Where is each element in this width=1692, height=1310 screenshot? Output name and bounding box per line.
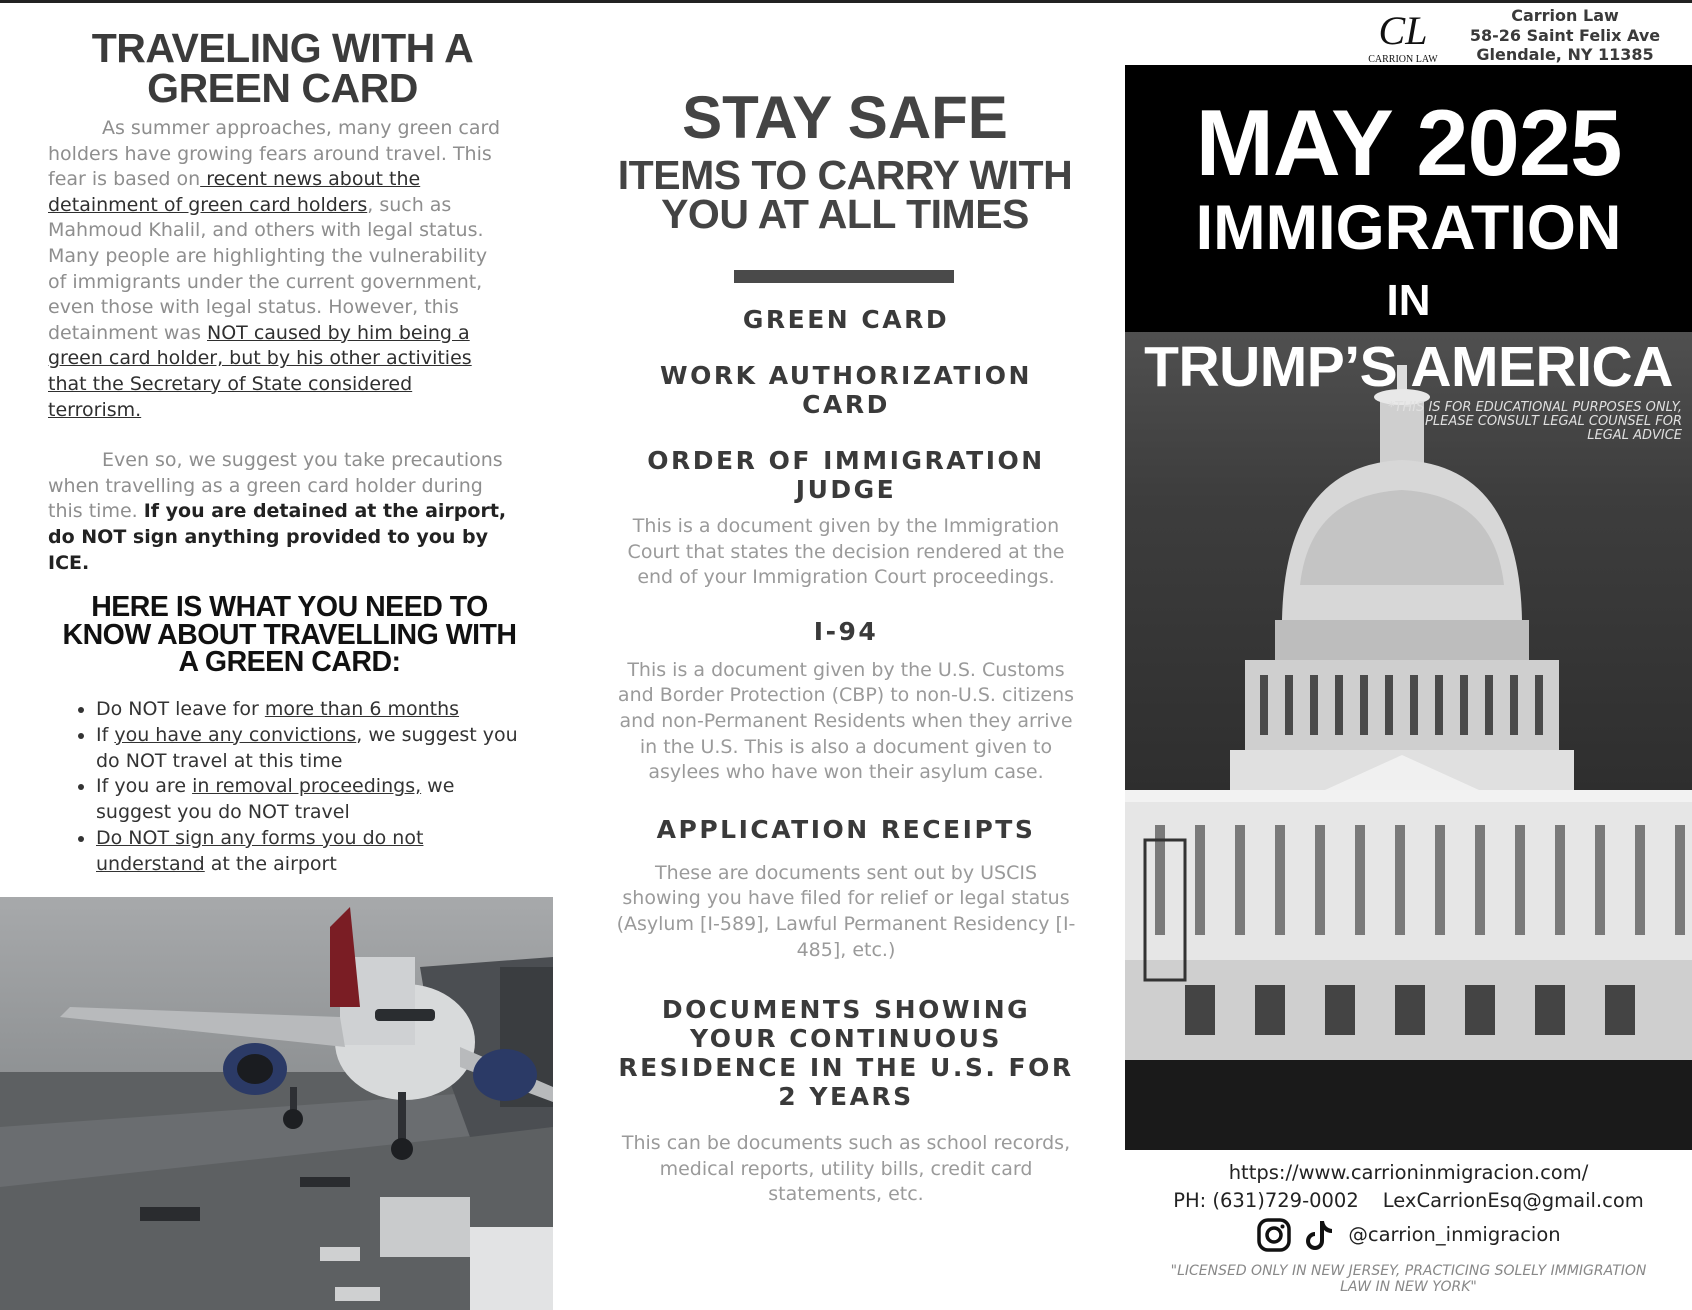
bullet-underline: you have any convictions bbox=[114, 723, 357, 746]
firm-name: Carrion Law bbox=[1511, 6, 1619, 25]
travel-tips-list bbox=[48, 697, 518, 878]
logo-mark bbox=[1363, 4, 1443, 66]
address-line-2: Glendale, NY 11385 bbox=[1476, 45, 1654, 64]
address-line-1: 58-26 Saint Felix Ave bbox=[1469, 25, 1661, 45]
news-link[interactable]: recent news about the detainment of green card holders bbox=[48, 168, 421, 216]
bullet-text: If bbox=[96, 723, 115, 746]
email-address[interactable]: LexCarrionEsq@gmail.com bbox=[1382, 1189, 1644, 1212]
airplane-photo bbox=[0, 897, 553, 1310]
firm-address-block bbox=[1450, 6, 1680, 65]
capitol-poster bbox=[1125, 65, 1692, 1150]
phone-number[interactable]: PH: (631)729-0002 bbox=[1173, 1189, 1359, 1212]
list-item bbox=[96, 697, 518, 723]
para2-text: Even so, we suggest you take precautions when travelling as a green card holder during this time. bbox=[48, 449, 503, 523]
logo-letters: CL bbox=[1378, 8, 1428, 53]
items-subtitle: ITEMS TO CARRY WITH YOU AT ALL TIMES bbox=[617, 152, 1073, 237]
carrion-law-logo bbox=[1363, 4, 1443, 66]
bullet-underline: Do NOT sign any forms you do not understand bbox=[96, 826, 424, 875]
left-body bbox=[48, 116, 508, 576]
left-panel bbox=[0, 0, 553, 1310]
poster-month-year: MAY 2025 bbox=[1195, 90, 1622, 195]
item-heading: DOCUMENTS SHOWING YOUR CONTINUOUS RESIDENCE IN THE U.S. FOR 2 YEARS bbox=[618, 995, 1074, 1112]
bullet-text: , we suggest you do NOT travel at this time bbox=[96, 723, 518, 772]
right-panel bbox=[1125, 0, 1692, 1310]
left-title: TRAVELING WITH A GREEN CARD bbox=[91, 25, 474, 111]
bullet-underline: more than 6 months bbox=[264, 698, 460, 720]
item-heading: ORDER OF IMMIGRATION JUDGE bbox=[647, 446, 1045, 504]
list-item bbox=[96, 826, 518, 878]
airplane-illustration bbox=[0, 897, 553, 1310]
item-heading: GREEN CARD bbox=[742, 305, 950, 334]
item-heading: WORK AUTHORIZATION CARD bbox=[660, 361, 1032, 419]
item-description: These are documents sent out by USCIS showing you have filed for relief or legal status (Asylum [I-589], Lawful Permanent Residency [I-485], etc.) bbox=[616, 861, 1076, 961]
item-description: This is a document given by the Immigration Court that states the decision rendered at the end of your Immigration Court proceedings. bbox=[627, 515, 1065, 589]
list-item bbox=[96, 723, 518, 775]
para1-underlined: NOT caused by him being a green card holder, but by his other activities that the Secretary of State considered terrorism. bbox=[48, 321, 472, 421]
paragraph-2 bbox=[48, 448, 508, 576]
paragraph-1 bbox=[48, 116, 508, 423]
phone-email-line bbox=[1125, 1188, 1692, 1214]
list-item bbox=[96, 774, 518, 826]
logo-caption: CARRION LAW bbox=[1368, 54, 1438, 65]
item-description: This is a document given by the U.S. Customs and Border Protection (CBP) to non-U.S. citizens and non-Permanent Residents when they arrive in the U.S. This is also a document given to asylees who have won their asylum case. bbox=[617, 658, 1075, 784]
item-heading: I-94 bbox=[813, 616, 879, 646]
poster-trumps-america: TRUMP’S AMERICA bbox=[1144, 335, 1673, 399]
bullet-text: at the airport bbox=[204, 852, 337, 875]
bullet-text: If you are bbox=[96, 775, 193, 798]
stay-safe-title: STAY SAFE bbox=[682, 84, 1008, 151]
bullet-underline: in removal proceedings, bbox=[192, 775, 422, 798]
poster-immigration: IMMIGRATION bbox=[1195, 193, 1622, 263]
poster-in: IN bbox=[1386, 276, 1431, 325]
tiktok-icon[interactable] bbox=[1300, 1217, 1336, 1253]
educational-disclaimer: *THIS IS FOR EDUCATIONAL PURPOSES ONLY, PLEASE CONSULT LEGAL COUNSEL FOR LEGAL ADVICE bbox=[1388, 400, 1682, 443]
divider-bar bbox=[734, 270, 954, 283]
website-link[interactable]: https://www.carrioninmigracion.com/ bbox=[1228, 1161, 1589, 1184]
item-description: This can be documents such as school records, medical reports, utility bills, credit card statements, etc. bbox=[621, 1132, 1071, 1206]
middle-panel bbox=[600, 0, 1090, 1310]
left-subtitle: HERE IS WHAT YOU NEED TO KNOW ABOUT TRAVELLING WITH A GREEN CARD: bbox=[62, 591, 517, 678]
social-handle[interactable]: @carrion_inmigracion bbox=[1348, 1222, 1561, 1246]
bullet-text: we suggest you do NOT travel bbox=[96, 775, 455, 824]
bullet-text: Do NOT leave for bbox=[96, 698, 265, 720]
item-heading: APPLICATION RECEIPTS bbox=[656, 814, 1036, 844]
para1-text-a: As summer approaches, many green card holders have growing fears around travel. This fear is based on bbox=[48, 117, 501, 191]
para1-text-b: , such as Mahmoud Khalil, and others with legal status. Many people are highlighting the vulnerability of immigrants under the current government, even those with legal status. However, this detainment was bbox=[48, 193, 488, 344]
para2-bold-warning: If you are detained at the airport, do NOT sign anything provided to you by ICE. bbox=[48, 500, 507, 574]
license-note: "LICENSED ONLY IN NEW JERSEY, PRACTICING SOLELY IMMIGRATION LAW IN NEW YORK" bbox=[1170, 1263, 1647, 1295]
social-row bbox=[1125, 1214, 1692, 1254]
instagram-icon[interactable] bbox=[1256, 1217, 1292, 1253]
items-list bbox=[616, 305, 1076, 1208]
